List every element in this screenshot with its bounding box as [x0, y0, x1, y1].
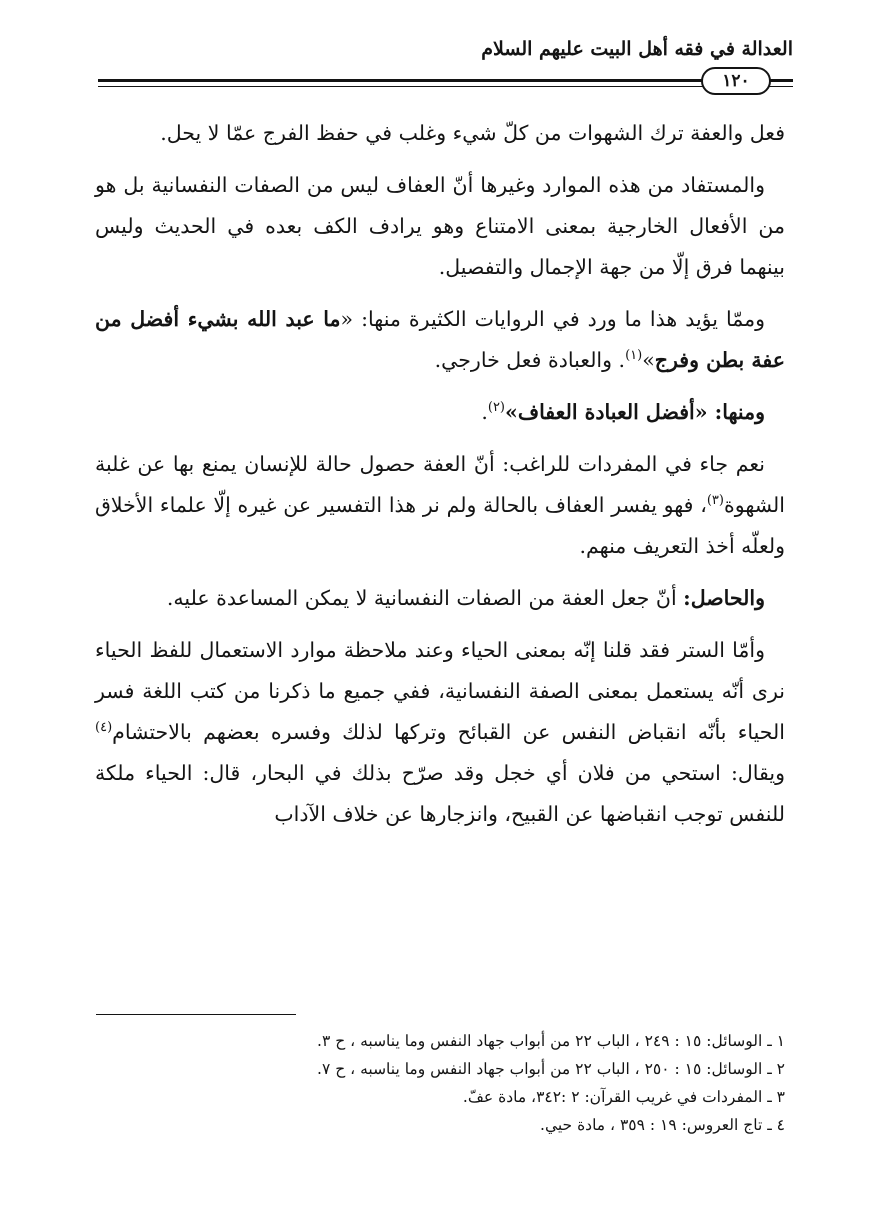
paragraph [95, 444, 785, 567]
footnote: ٣ ـ المفردات في غريب القرآن: ٢ :٣٤٢، مادة عفّ. [462, 1088, 785, 1106]
text-run: » [642, 348, 655, 372]
footnote: ٢ ـ الوسائل: ١٥ : ٢٥٠ ، الباب ٢٢ من أبواب جهاد النفس وما يناسبه ، ح ٧. [317, 1060, 785, 1078]
text-run: ، فهو يفسر العفاف بالحالة ولم نر هذا التفسير عن غيره إلّا علماء الأخلاق ولعلّه أخذ التعريف منهم. [95, 493, 785, 558]
paragraph [95, 578, 785, 619]
paragraph [95, 165, 785, 288]
running-title: العدالة في فقه أهل البيت عليهم السلام [481, 38, 793, 60]
footnote-ref: (١) [625, 348, 643, 364]
bold-text: والحاصل: [683, 586, 765, 610]
footnote: ٤ ـ تاج العروس: ١٩ : ٣٥٩ ، مادة حيي. [540, 1116, 785, 1134]
text-run: وأمّا الستر فقد قلنا إنّه بمعنى الحياء وعند ملاحظة موارد الاستعمال للفظ الحياء نرى أنّه يستعمل بمعنى الصفة النفسانية، ففي جميع ما ذكرنا من كتب اللغة فسر الحياء بأنّه انقباض النفس عن القبائح وتركها لذلك وفسره بعضهم بالاحتشام [95, 638, 785, 744]
paragraph [95, 113, 785, 154]
text-run: . [481, 400, 488, 424]
body-text [95, 113, 785, 846]
text-run: وممّا يؤيد هذا ما ورد في الروايات الكثيرة منها: « [340, 307, 765, 331]
footnote-ref: (٤) [95, 720, 113, 736]
footnote-ref: (٢) [487, 400, 505, 416]
header-rule-thick [98, 79, 793, 82]
text-run: ويقال: استحي من فلان أي خجل وقد صرّح بذلك في البحار، قال: الحياء ملكة للنفس توجب انقباضها عن القبيح، وانزجارها عن خلاف الآداب [95, 761, 785, 826]
bold-text: ومنها: «أفضل العبادة العفاف» [505, 400, 765, 424]
paragraph [95, 299, 785, 381]
footnote: ١ ـ الوسائل: ١٥ : ٢٤٩ ، الباب ٢٢ من أبواب جهاد النفس وما يناسبه ، ح ٣. [317, 1032, 785, 1050]
footnote-ref: (٣) [706, 493, 724, 509]
bold-text: ما عبد الله بشيء أفضل من عفة بطن وفرج [95, 307, 785, 372]
text-run: فعل والعفة ترك الشهوات من كلّ شيء وغلب في حفظ الفرج عمّا لا يحل. [160, 121, 785, 145]
text-run: والمستفاد من هذه الموارد وغيرها أنّ العفاف ليس من الصفات النفسانية بل هو من الأفعال الخارجية بمعنى الامتناع وهو يرادف الكف بعده في الحديث وليس بينهما فرق إلّا من جهة الإجمال والتفصيل. [95, 173, 785, 279]
text-run: نعم جاء في المفردات للراغب: أنّ العفة حصول حالة للإنسان يمنع بها عن غلبة الشهوة [95, 452, 785, 517]
footnotes [95, 1027, 785, 1139]
paragraph [95, 392, 785, 433]
paragraph [95, 630, 785, 835]
text-run: أنّ جعل العفة من الصفات النفسانية لا يمكن المساعدة عليه. [166, 586, 684, 610]
text-run: . والعبادة فعل خارجي. [434, 348, 626, 372]
page-number: ١٢٠ [701, 67, 771, 95]
footnote-separator [96, 1014, 296, 1015]
header-rule-thin [98, 86, 793, 87]
